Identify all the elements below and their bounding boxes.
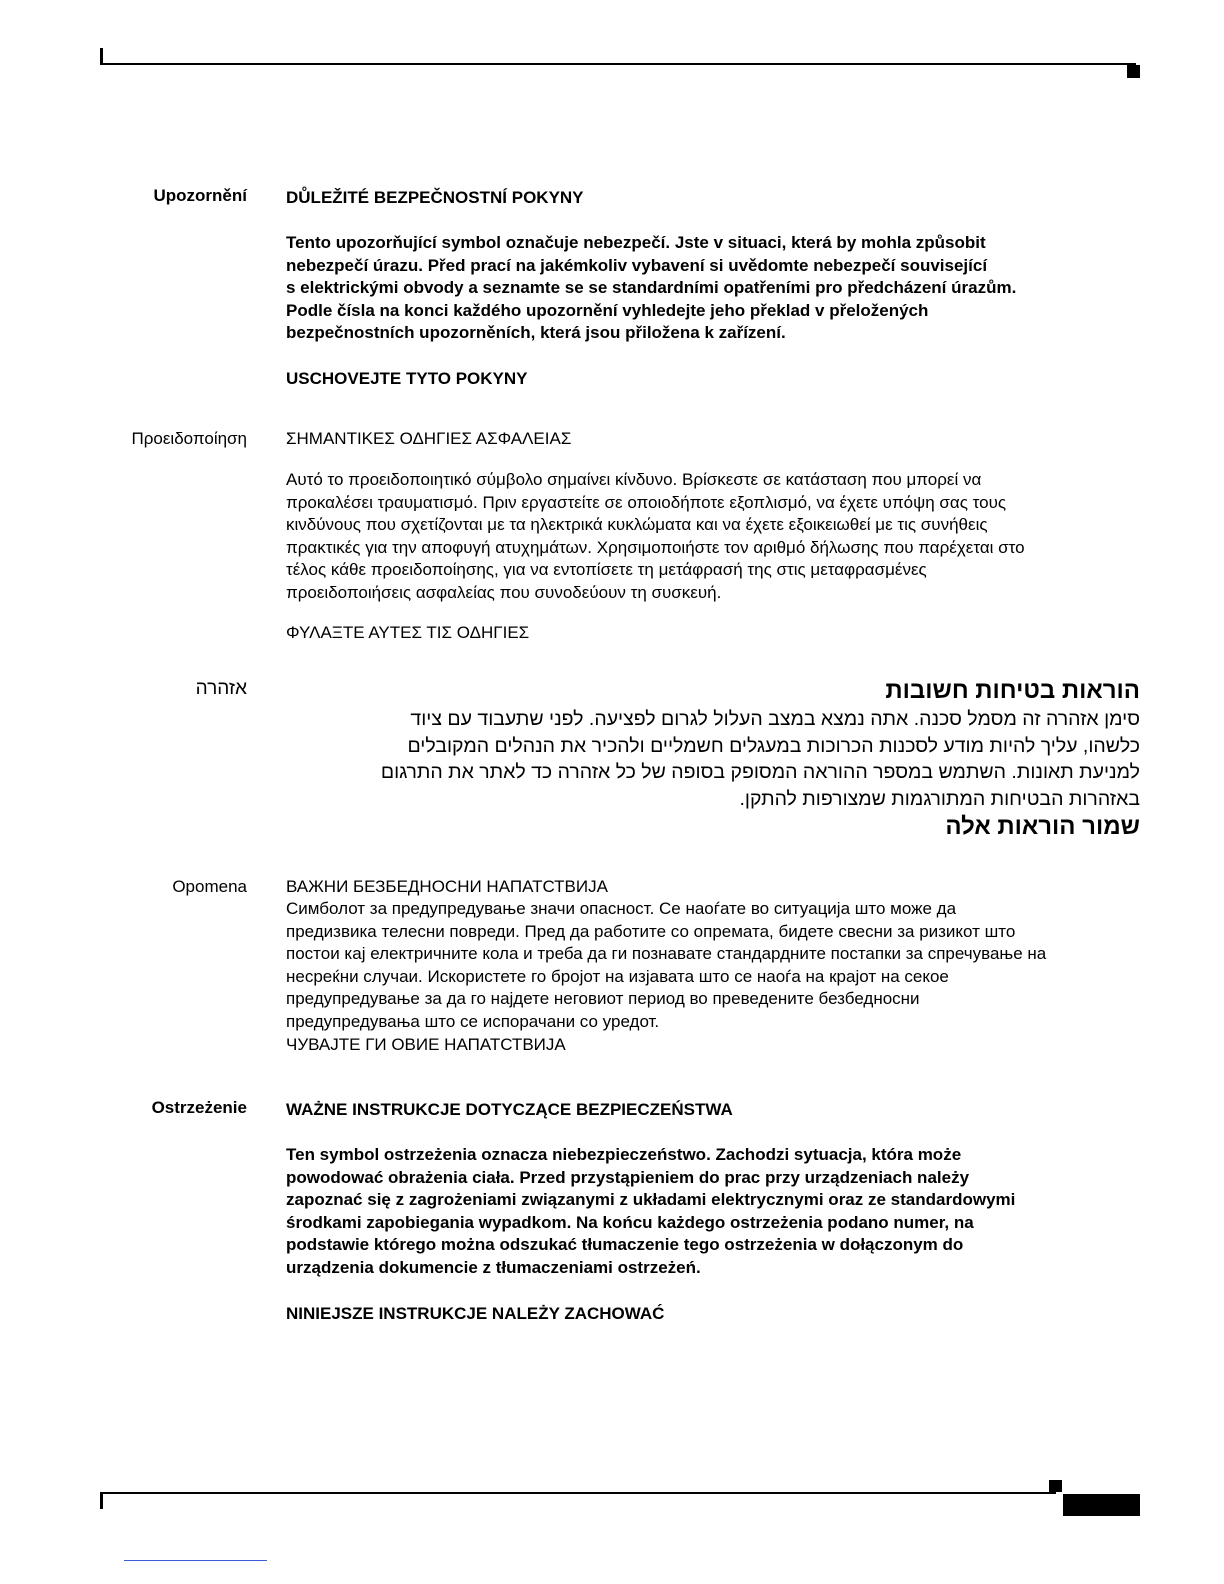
warning-body-hebrew	[286, 676, 1140, 842]
footer-rule	[100, 1492, 1056, 1494]
warning-paragraph-polish	[286, 1144, 1126, 1280]
paragraph-line: προειδοποιήσεις ασφαλείας που συνοδεύουν τη συσκευή.	[286, 582, 722, 602]
warning-footer-hebrew: שמור הוראות אלה	[945, 813, 1140, 840]
warning-body-greek	[286, 428, 1126, 644]
paragraph-line: środkami zapobiegania wypadkom. Na końcu każdego ostrzeżenia podano numer, na	[286, 1212, 974, 1232]
paragraph-line: предупредување за да го најдете неговиот период во преведените безбедносни	[286, 989, 920, 1009]
paragraph-line: Ten symbol ostrzeżenia oznacza niebezpieczeństwo. Zachodzi sytuacja, która może	[286, 1145, 962, 1164]
warning-paragraph-czech	[286, 232, 1126, 345]
paragraph-line: Αυτό το προειδοποιητικό σύμβολο σημαίνει κίνδυνο. Βρίσκεστε σε κατάσταση που μπορεί να	[286, 470, 982, 489]
warning-heading-hebrew: הוראות בטיחות חשובות	[885, 677, 1140, 704]
warning-paragraph-macedonian	[286, 898, 1126, 1034]
paragraph-line: bezpečnostních upozorněních, která jsou přiložena k zařízení.	[286, 323, 786, 343]
warning-heading-czech: DŮLEŽITÉ BEZPEČNOSTNÍ POKYNY	[286, 188, 584, 207]
header-rule	[100, 63, 1136, 65]
paragraph-line: Симболот за предупредување значи опасност. Се наоѓате во ситуација што може да	[286, 899, 957, 918]
paragraph-line: urządzenia dokumencie z tłumaczeniami ostrzeżeń.	[286, 1257, 701, 1277]
warning-paragraph-hebrew	[286, 706, 1140, 812]
warning-label-czech: Upozornění	[153, 186, 247, 205]
warning-label-greek: Προειδοποίηση	[131, 429, 247, 448]
warning-footer-greek: ΦΥΛΑΞΤΕ ΑΥΤΕΣ ΤΙΣ ΟΔΗΓΙΕΣ	[286, 622, 530, 642]
paragraph-line: powodować obrażenia ciała. Przed przystąpieniem do prac przy urządzeniach należy	[286, 1167, 970, 1187]
paragraph-line: סימן אזהרה זה מסמל סכנה. אתה נמצא במצב העלול לגרום לפציעה. לפני שתעבוד עם ציוד	[410, 708, 1140, 730]
paragraph-line: zapoznać się z zagrożeniami związanymi z układami elektrycznymi oraz ze standardowymi	[286, 1190, 1016, 1210]
paragraph-line: podstawie którego można odszukać tłumaczenie tego ostrzeżenia w dołączonym do	[286, 1235, 964, 1255]
paragraph-line: τέλος κάθε προειδοποίησης, για να εντοπίσετε τη μετάφρασή της στις μεταφρασμένες	[286, 560, 927, 580]
footer-square-marker	[1049, 1480, 1062, 1492]
warning-body-czech	[286, 187, 1126, 390]
warning-footer-czech: USCHOVEJTE TYTO POKYNY	[286, 368, 528, 388]
paragraph-line: s elektrickými obvody a seznamte se se standardními opatřeními pro předcházení úrazům.	[286, 278, 1017, 298]
paragraph-line: προκαλέσει τραυματισμό. Πριν εργαστείτε σε οποιοδήποτε εξοπλισμό, να έχετε υπόψη σας τους	[286, 492, 1007, 512]
footer-link-underline[interactable]	[124, 1560, 267, 1561]
warning-label-hebrew: אזהרה	[195, 678, 247, 699]
paragraph-line: באזהרות הבטיחות המתורגמות שמצורפות להתקן.	[739, 787, 1140, 810]
paragraph-line: κινδύνους που σχετίζονται με τα ηλεκτρικά κυκλώματα και να έχετε εξοικειωθεί με τις συνήθεις	[286, 515, 988, 535]
paragraph-line: постои кај електричните кола и треба да ги познавате стандардните постапки за спречување на	[286, 944, 1047, 964]
paragraph-line: πρακτικές για την αποφυγή ατυχημάτων. Χρησιμοποιήστε τον αριθμό δήλωσης που παρέχεται στο	[286, 537, 1025, 557]
paragraph-line: Podle čísla na konci každého upozornění vyhledejte jeho překlad v přeložených	[286, 300, 929, 320]
paragraph-line: предупредувања што се испорачани со уредот.	[286, 1011, 660, 1031]
paragraph-line: Tento upozorňující symbol označuje nebezpečí. Jste v situaci, která by mohla způsobit	[286, 233, 986, 252]
paragraph-line: предизвика телесни повреди. Пред да работите со опремата, бидете свесни за ризикот што	[286, 921, 1016, 941]
warning-heading-macedonian: ВАЖНИ БЕЗБЕДНОСНИ НАПАТСТВИЈА	[286, 877, 608, 896]
warning-label-polish: Ostrzeżenie	[151, 1098, 247, 1117]
warning-label-macedonian: Opomena	[172, 877, 247, 896]
paragraph-line: למניעת תאונות. השתמש במספר ההוראה המסופק בסופה של כל אזהרה כד לאתר את התרגום	[380, 761, 1140, 783]
paragraph-line: nebezpečí úrazu. Před prací na jakémkoliv vybavení si uvědomte nebezpečí související	[286, 255, 988, 275]
warning-heading-greek: ΣΗΜΑΝΤΙΚΕΣ ΟΔΗΓΙΕΣ ΑΣΦΑΛΕΙΑΣ	[286, 429, 572, 448]
paragraph-line: несреќни случаи. Искористете го бројот на изјавата што се наоѓа на крајот на секое	[286, 966, 949, 986]
warning-body-polish	[286, 1099, 1126, 1325]
warning-footer-macedonian: ЧУВАЈТЕ ГИ ОВИЕ НАПАТСТВИЈА	[286, 1034, 566, 1054]
warning-body-macedonian	[286, 876, 1126, 1056]
warning-heading-polish: WAŻNE INSTRUKCJE DOTYCZĄCE BEZPIECZEŃSTWA	[286, 1100, 733, 1119]
footer-tick-mark	[100, 1494, 103, 1509]
page-number-tab	[1063, 1494, 1140, 1516]
warning-footer-polish: NINIEJSZE INSTRUKCJE NALEŻY ZACHOWAĆ	[286, 1303, 665, 1323]
header-square-marker	[1127, 65, 1140, 78]
warning-paragraph-greek	[286, 469, 1126, 605]
paragraph-line: כלשהו, עליך להיות מודע לסכנות הכרוכות במעגלים חשמליים ולהכיר את הנהלים המקובלים	[407, 734, 1140, 757]
